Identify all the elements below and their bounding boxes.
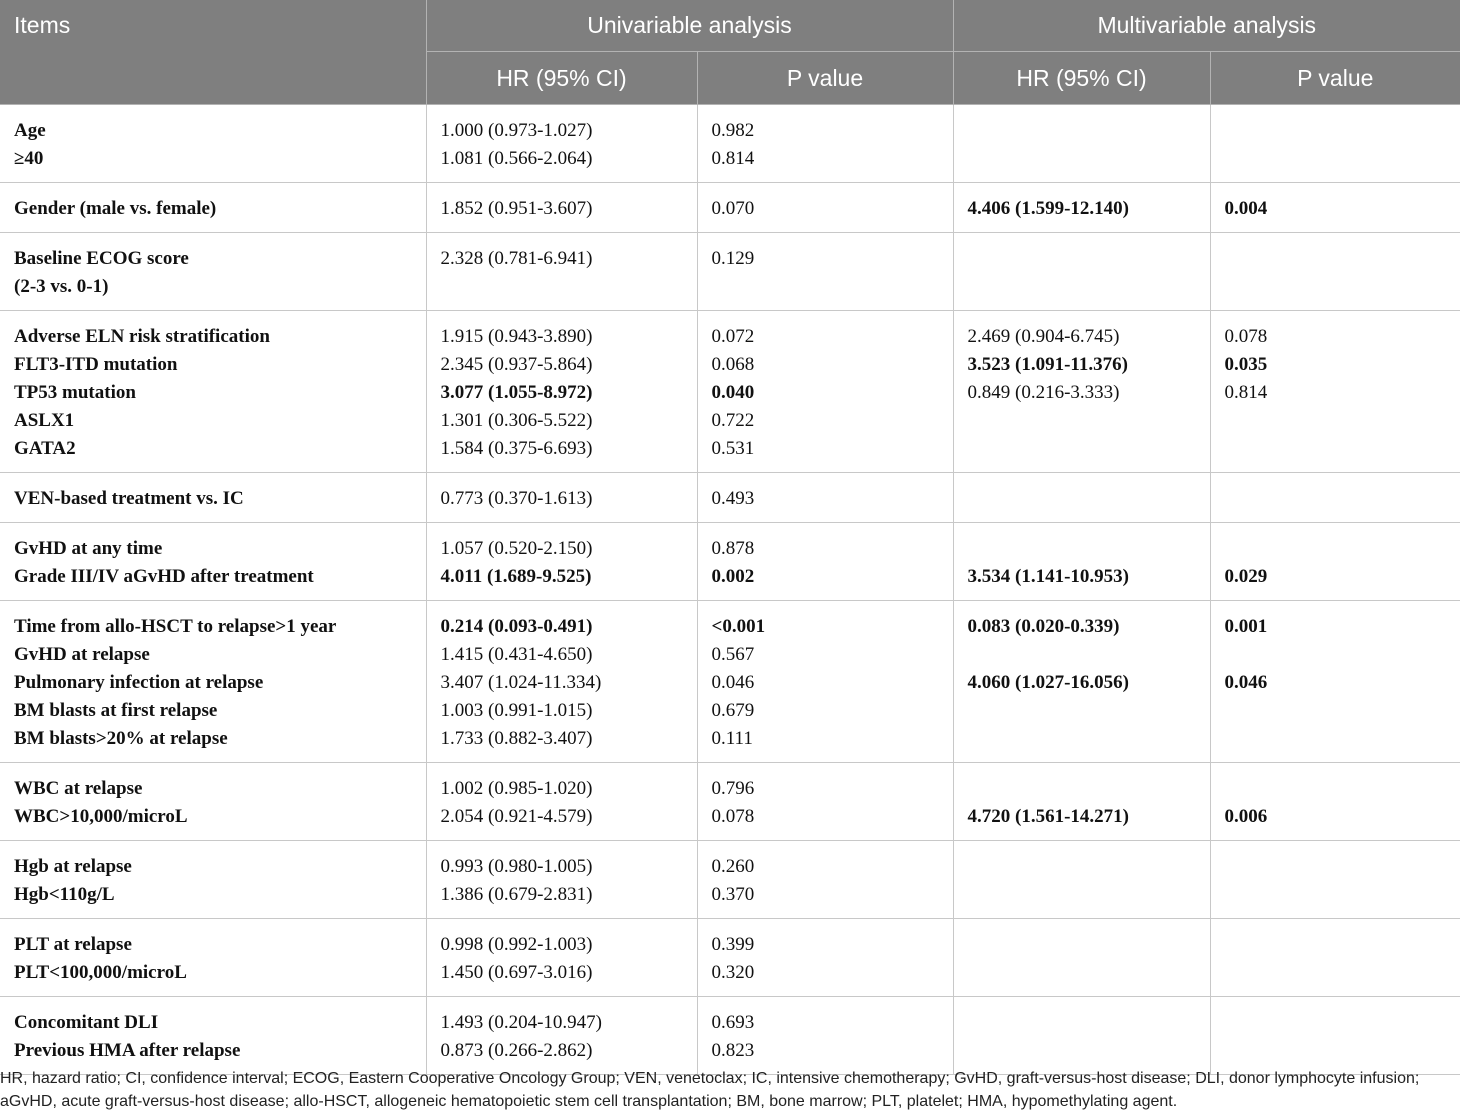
uni-p-cell [697,919,953,997]
uni-p-cell [697,311,953,473]
multi-p-value [1225,145,1460,173]
multi-p-value [1225,435,1460,463]
uni-p-value: 0.399 [711,934,755,955]
uni-hr-value: 0.773 (0.370-1.613) [440,488,593,509]
item-label: TP53 mutation [14,382,136,403]
multi-hr-value [968,535,1210,563]
uni-hr-value: 1.852 (0.951-3.607) [440,198,593,219]
uni-hr-value: 1.003 (0.991-1.015) [440,700,593,721]
item-label: Adverse ELN risk stratification [14,326,270,347]
multi-p-value [1225,117,1460,145]
multi-p-value [1225,245,1460,273]
multi-hr-cell [953,919,1210,997]
multivariable-header: Multivariable analysis [953,0,1460,52]
item-cell [0,841,426,919]
item-cell [0,473,426,523]
item-label: VEN-based treatment vs. IC [14,488,244,509]
item-label: GvHD at any time [14,538,163,559]
uni-hr-value: 1.386 (0.679-2.831) [440,884,593,905]
item-label: Time from allo-HSCT to relapse>1 year [14,616,337,637]
table-row [0,233,1460,311]
uni-p-value: 0.493 [711,488,755,509]
uni-hr-cell [426,311,697,473]
uni-p-value: 0.040 [711,382,755,403]
uni-hr-value: 0.214 (0.093-0.491) [440,616,593,637]
uni-hr-value: 1.081 (0.566-2.064) [440,148,593,169]
uni-p-header: P value [697,52,953,105]
multi-p-cell [1210,601,1460,763]
multi-hr-value [968,435,1210,463]
multi-hr-value [968,959,1210,987]
multi-hr-cell [953,523,1210,601]
uni-p-value: 0.878 [711,538,755,559]
multi-p-value [1225,1009,1460,1037]
table-row [0,997,1460,1075]
multi-p-value: 0.004 [1224,198,1268,219]
multi-p-value: 0.814 [1224,382,1268,403]
uni-p-value: 0.679 [711,700,755,721]
multi-p-header: P value [1210,52,1460,105]
multi-p-cell [1210,997,1460,1075]
uni-p-value: 0.567 [711,644,755,665]
uni-hr-value: 3.077 (1.055-8.972) [440,382,593,403]
multi-p-value [1225,931,1460,959]
item-label: FLT3-ITD mutation [14,354,178,375]
uni-hr-value: 1.493 (0.204-10.947) [440,1012,602,1033]
multi-p-cell [1210,105,1460,183]
multi-hr-cell [953,183,1210,233]
table-row [0,763,1460,841]
item-cell [0,523,426,601]
multi-p-cell [1210,841,1460,919]
table-row [0,105,1460,183]
uni-p-cell [697,183,953,233]
multi-hr-value: 3.534 (1.141-10.953) [967,566,1129,587]
uni-hr-value: 0.993 (0.980-1.005) [440,856,593,877]
item-label: Age [14,120,46,141]
item-label: BM blasts at first relapse [14,700,218,721]
uni-hr-cell [426,523,697,601]
item-label: (2-3 vs. 0-1) [14,276,109,297]
multi-hr-cell [953,601,1210,763]
uni-hr-value: 1.450 (0.697-3.016) [440,962,593,983]
univariable-header: Univariable analysis [426,0,953,52]
uni-hr-value: 4.011 (1.689-9.525) [440,566,592,587]
multi-p-value [1225,697,1460,725]
uni-hr-value: 1.915 (0.943-3.890) [440,326,593,347]
multi-p-value [1225,725,1460,753]
multi-p-value: 0.029 [1224,566,1268,587]
uni-hr-value [441,273,697,301]
uni-p-value: 0.722 [711,410,755,431]
table-header [0,0,1460,105]
multi-p-value: 0.006 [1224,806,1268,827]
multi-hr-value [968,725,1210,753]
item-label: GATA2 [14,438,76,459]
uni-p-value: 0.693 [711,1012,755,1033]
item-label: Baseline ECOG score [14,248,189,269]
uni-p-cell [697,105,953,183]
item-cell [0,233,426,311]
multi-p-value [1225,1037,1460,1065]
multi-hr-value [968,117,1210,145]
uni-hr-cell [426,473,697,523]
item-label: PLT at relapse [14,934,132,955]
uni-hr-value: 1.733 (0.882-3.407) [440,728,593,749]
multi-hr-header: HR (95% CI) [953,52,1210,105]
multi-hr-cell [953,997,1210,1075]
multi-hr-value: 4.060 (1.027-16.056) [967,672,1129,693]
multi-hr-value [968,145,1210,173]
table-row [0,841,1460,919]
multi-p-value: 0.001 [1224,616,1268,637]
uni-hr-value: 1.002 (0.985-1.020) [440,778,593,799]
table-row [0,473,1460,523]
multi-p-value [1225,959,1460,987]
uni-p-value: 0.814 [711,148,755,169]
item-label: Pulmonary infection at relapse [14,672,264,693]
uni-hr-value: 1.415 (0.431-4.650) [440,644,593,665]
table-row [0,601,1460,763]
uni-p-value [712,273,953,301]
uni-hr-value: 2.345 (0.937-5.864) [440,354,593,375]
item-label: Previous HMA after relapse [14,1040,241,1061]
uni-hr-cell [426,233,697,311]
multi-hr-value [968,245,1210,273]
table-row [0,919,1460,997]
multi-hr-value [968,881,1210,909]
uni-hr-value: 3.407 (1.024-11.334) [440,672,602,693]
multi-hr-value: 2.469 (0.904-6.745) [967,326,1120,347]
multi-p-value [1225,881,1460,909]
uni-p-value: 0.982 [711,120,755,141]
item-label: WBC>10,000/microL [14,806,188,827]
multi-hr-cell [953,233,1210,311]
item-label: PLT<100,000/microL [14,962,187,983]
multi-hr-value [968,407,1210,435]
multi-p-value [1225,407,1460,435]
uni-hr-header: HR (95% CI) [426,52,697,105]
uni-hr-value: 1.584 (0.375-6.693) [440,438,593,459]
item-label: Grade III/IV aGvHD after treatment [14,566,314,587]
uni-hr-cell [426,601,697,763]
multi-p-value: 0.078 [1224,326,1268,347]
uni-p-cell [697,233,953,311]
multi-p-cell [1210,473,1460,523]
multi-p-value [1225,273,1460,301]
item-label: GvHD at relapse [14,644,150,665]
uni-hr-value: 1.057 (0.520-2.150) [440,538,593,559]
multi-hr-value: 0.083 (0.020-0.339) [967,616,1120,637]
uni-p-cell [697,763,953,841]
item-cell [0,919,426,997]
uni-p-value: 0.078 [711,806,755,827]
uni-hr-value: 2.054 (0.921-4.579) [440,806,593,827]
multi-p-value [1225,485,1460,513]
uni-hr-value: 1.301 (0.306-5.522) [440,410,593,431]
uni-hr-cell [426,105,697,183]
multi-p-value [1225,535,1460,563]
items-header: Items [0,0,426,105]
uni-p-cell [697,473,953,523]
multi-hr-value [968,1009,1210,1037]
table-row [0,311,1460,473]
uni-p-cell [697,601,953,763]
item-cell [0,105,426,183]
item-cell [0,311,426,473]
item-label: ASLX1 [14,410,75,431]
item-label: Concomitant DLI [14,1012,159,1033]
uni-hr-value: 1.000 (0.973-1.027) [440,120,593,141]
uni-p-value: 0.531 [711,438,755,459]
uni-hr-cell [426,183,697,233]
multi-hr-value [968,931,1210,959]
uni-p-value: 0.072 [711,326,755,347]
uni-p-value: 0.068 [711,354,755,375]
uni-p-cell [697,841,953,919]
uni-p-value: 0.370 [711,884,755,905]
multi-hr-value: 4.406 (1.599-12.140) [967,198,1129,219]
uni-hr-value: 0.998 (0.992-1.003) [440,934,593,955]
multi-hr-value [968,1037,1210,1065]
multi-hr-value [968,485,1210,513]
item-label: Hgb at relapse [14,856,132,877]
item-cell [0,183,426,233]
uni-p-value: 0.111 [711,728,753,749]
uni-p-value: 0.046 [711,672,755,693]
multi-hr-value: 3.523 (1.091-11.376) [967,354,1128,375]
multi-hr-cell [953,841,1210,919]
uni-p-value: 0.070 [711,198,755,219]
item-label: BM blasts>20% at relapse [14,728,228,749]
multi-hr-value [968,775,1210,803]
multi-hr-cell [953,473,1210,523]
uni-p-value: 0.320 [711,962,755,983]
item-label: Gender (male vs. female) [14,198,217,219]
multi-hr-value [968,697,1210,725]
uni-hr-cell [426,919,697,997]
uni-p-value: 0.260 [711,856,755,877]
multi-hr-value [968,273,1210,301]
multi-p-cell [1210,183,1460,233]
multi-p-value: 0.035 [1224,354,1268,375]
multi-p-value [1225,853,1460,881]
uni-p-cell [697,997,953,1075]
uni-p-value: <0.001 [711,616,766,637]
table-row [0,523,1460,601]
item-cell [0,601,426,763]
item-cell [0,763,426,841]
uni-p-cell [697,523,953,601]
item-label: Hgb<110g/L [14,884,115,905]
item-label: WBC at relapse [14,778,143,799]
multi-p-value [1225,641,1460,669]
multi-p-value [1225,775,1460,803]
footnote: HR, hazard ratio; CI, confidence interval; ECOG, Eastern Cooperative Oncology Group; VEN, venetoclax; IC, intensive chemotherapy; GvHD, graft-versus-host disease; DLI, donor lymphocyte infusion; aGvHD, acute graft-versus-host disease; allo-HSCT, allogeneic hematopoietic stem cell transplantation; BM, bone marrow; PLT, platelet; HMA, hypomethylating agent. [0,1070,1420,1110]
item-cell [0,997,426,1075]
uni-p-value: 0.002 [711,566,755,587]
multi-p-cell [1210,919,1460,997]
multi-p-cell [1210,763,1460,841]
multi-p-value: 0.046 [1224,672,1268,693]
multi-p-cell [1210,523,1460,601]
multi-hr-value: 4.720 (1.561-14.271) [967,806,1129,827]
uni-p-value: 0.823 [711,1040,755,1061]
multi-hr-value [968,641,1210,669]
table-row [0,183,1460,233]
multi-p-cell [1210,233,1460,311]
uni-hr-cell [426,841,697,919]
multi-hr-cell [953,311,1210,473]
multi-hr-value [968,853,1210,881]
multi-hr-value: 0.849 (0.216-3.333) [967,382,1120,403]
multi-p-cell [1210,311,1460,473]
item-label: ≥40 [14,148,44,169]
uni-hr-value: 0.873 (0.266-2.862) [440,1040,593,1061]
table-body [0,105,1460,1075]
uni-hr-cell [426,763,697,841]
uni-hr-cell [426,997,697,1075]
uni-p-value: 0.796 [711,778,755,799]
uni-hr-value: 2.328 (0.781-6.941) [440,248,593,269]
multi-hr-cell [953,763,1210,841]
multi-hr-cell [953,105,1210,183]
uni-p-value: 0.129 [711,248,755,269]
